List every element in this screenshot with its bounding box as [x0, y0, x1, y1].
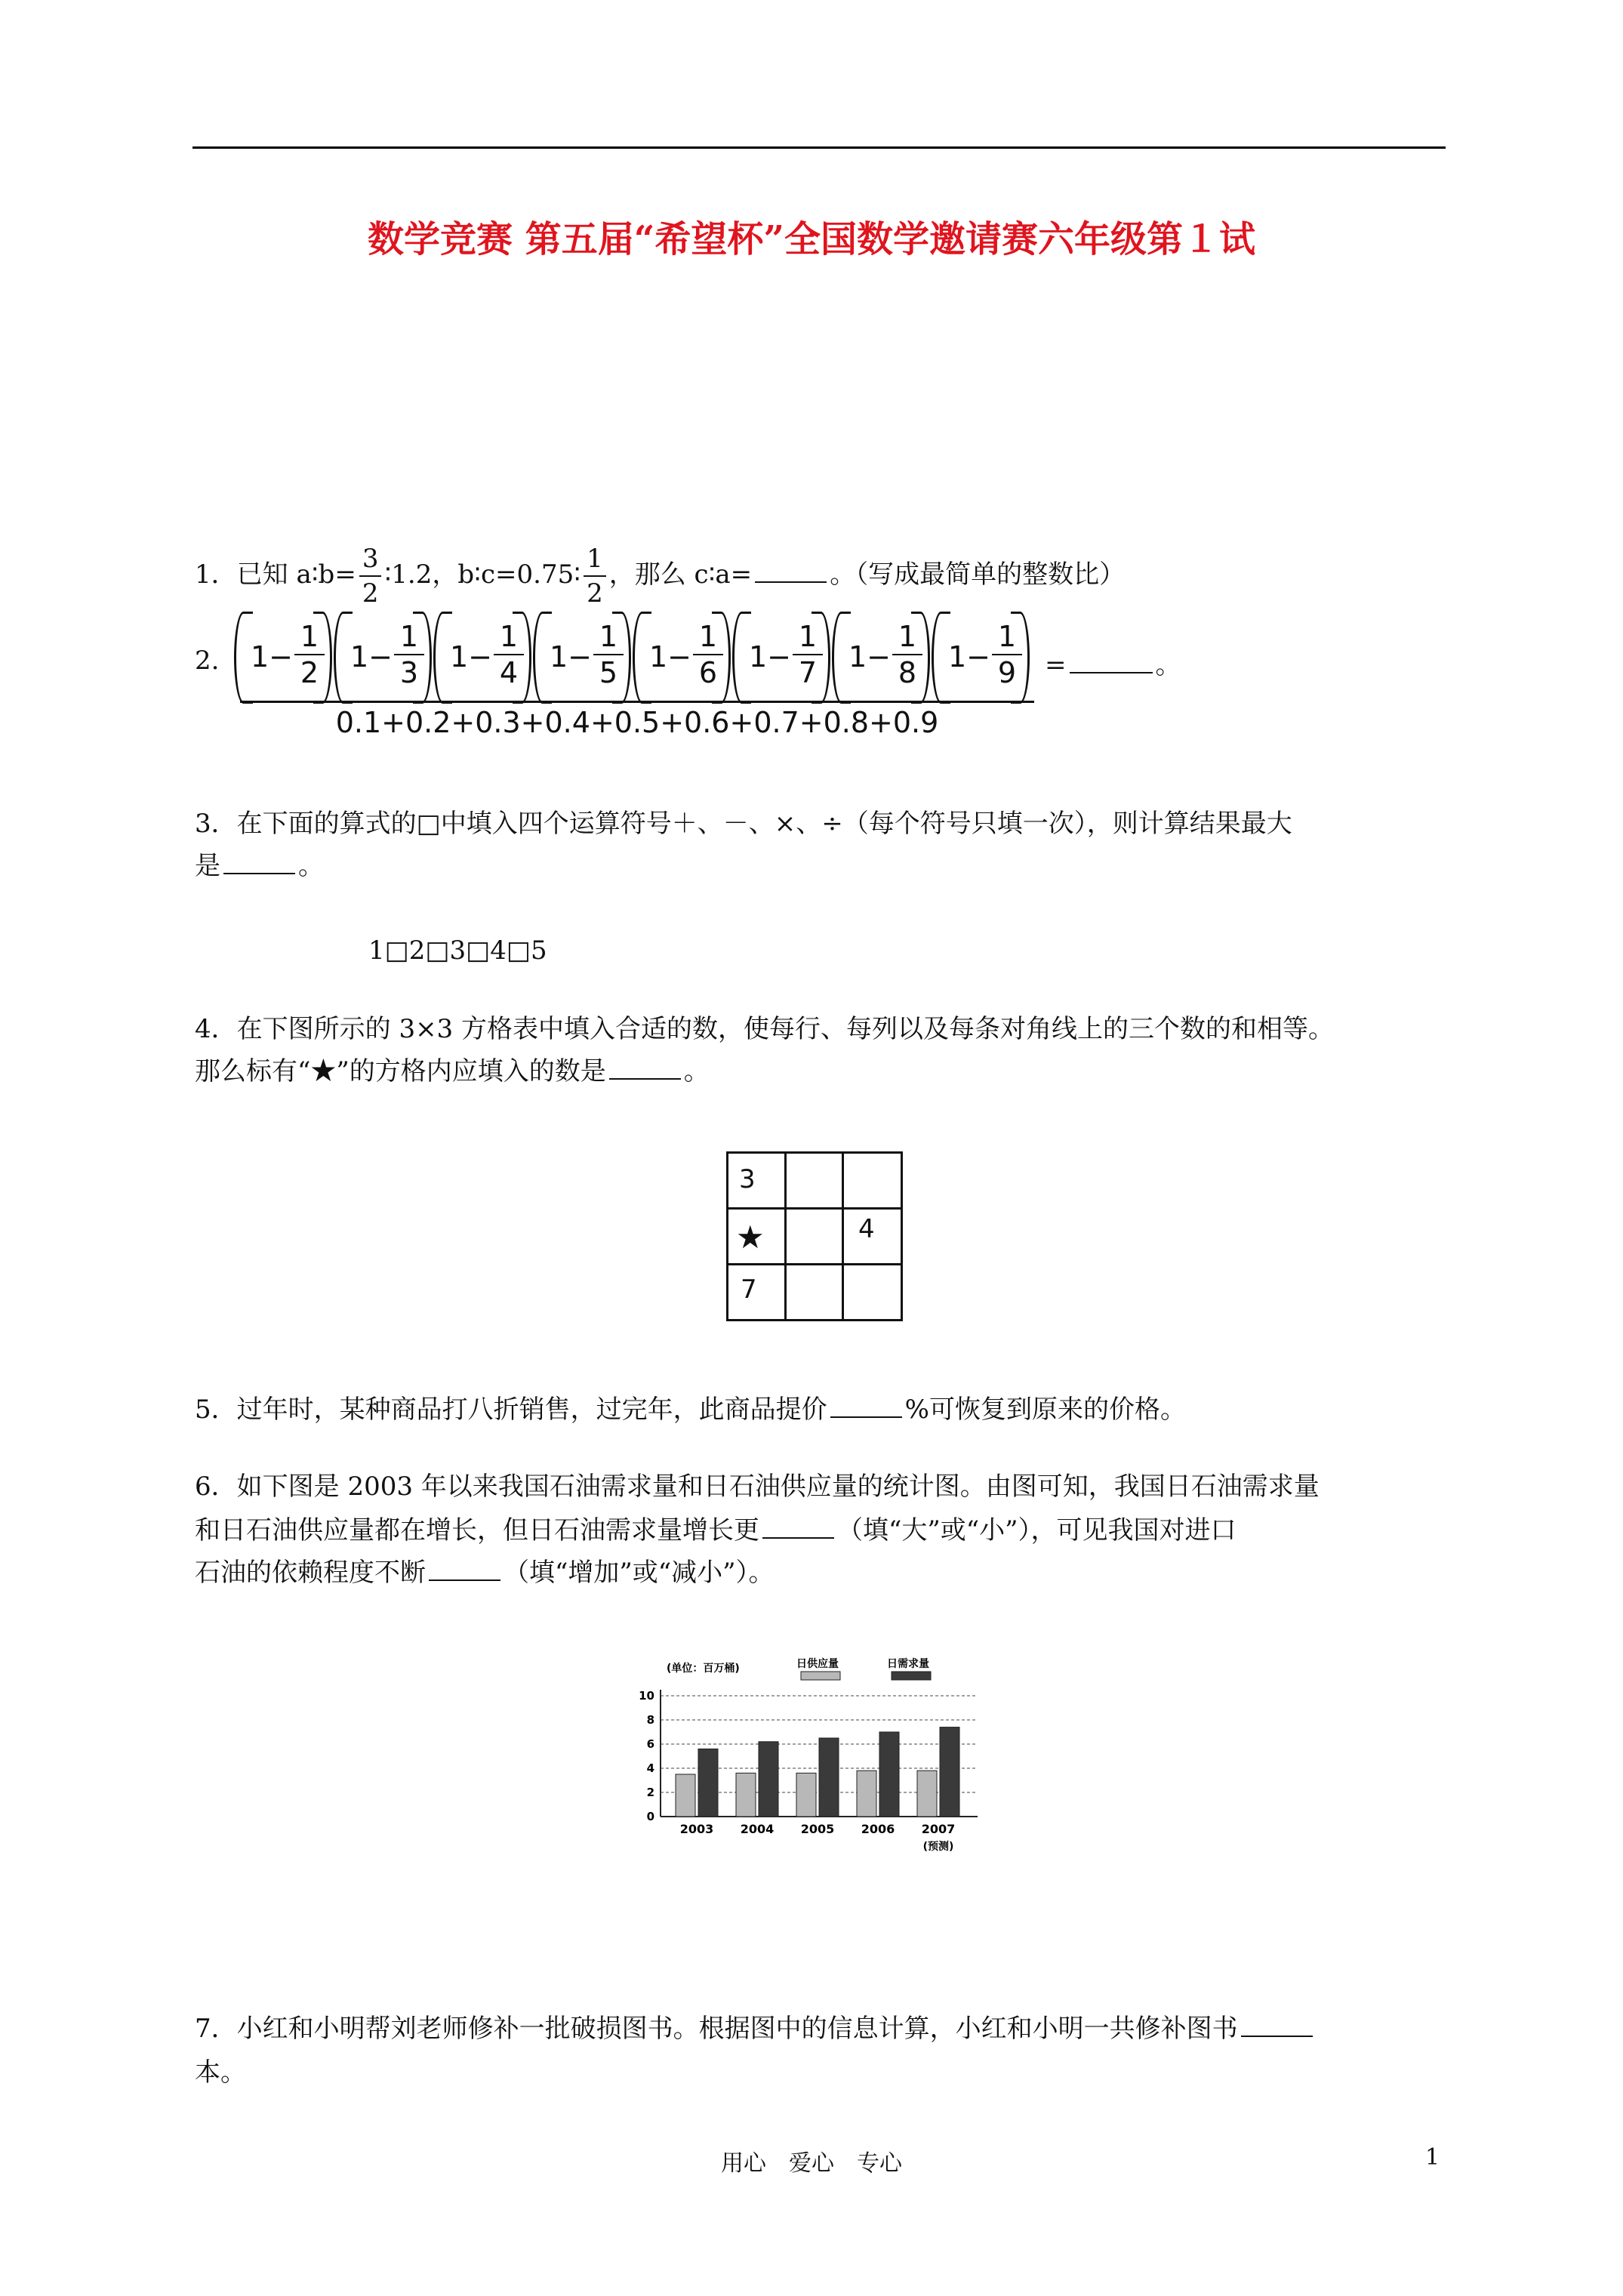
x-tick-label: 2005 — [800, 1822, 835, 1836]
bar-demand — [940, 1727, 959, 1817]
q1-answer-blank[interactable] — [755, 559, 827, 583]
q2-frac-num: 1 — [494, 619, 524, 655]
q2-frac-num: 1 — [294, 619, 325, 655]
q2-frac-num: 1 — [394, 619, 424, 655]
q2-frac-num: 1 — [892, 619, 922, 655]
x-tick-label: 2006 — [861, 1822, 895, 1836]
q3-line-1: 3．在下面的算式的□中填入四个运算符号＋、－、×、÷（每个符号只填一次），则计算结果最大 — [195, 809, 1292, 839]
q2-frac-num: 1 — [593, 619, 624, 655]
q5-pre: 5．过年时，某种商品打八折销售，过完年，此商品提价 — [195, 1395, 827, 1425]
bar-supply — [917, 1771, 937, 1817]
x-category-note: (预测) — [922, 1841, 954, 1853]
q2-frac-den: 6 — [698, 656, 718, 689]
q6-line-2-pre: 和日石油供应量都在增长，但日石油需求量增长更 — [195, 1515, 759, 1546]
bar-supply — [796, 1773, 816, 1817]
q7-line-1-pre: 7．小红和小明帮刘老师修补一批破损图书。根据图中的信息计算，小红和小明一共修补图书 — [195, 2014, 1238, 2044]
q2-one-minus: 1− — [450, 640, 493, 673]
q3-line-2 — [195, 849, 324, 883]
q2-factor — [334, 612, 432, 702]
legend-swatch — [801, 1672, 840, 1680]
q2-answer — [1045, 644, 1181, 681]
q6-line-3-post: （填“增加”或“减小”）。 — [504, 1558, 775, 1588]
q2-one-minus: 1− — [550, 640, 593, 673]
footer-motto: 用心 爱心 专心 — [721, 2150, 902, 2177]
x-tick-label: 2004 — [740, 1822, 775, 1836]
q2-frac-den: 4 — [499, 656, 519, 689]
header-rule — [192, 146, 1446, 149]
grid-line — [842, 1154, 844, 1319]
q1-fraction-1 — [359, 542, 382, 610]
grid-cell-r1c1: 3 — [739, 1164, 756, 1194]
q4-line-2 — [195, 1054, 710, 1089]
q2-one-minus: 1− — [251, 640, 294, 673]
q3-answer-blank[interactable] — [223, 850, 295, 874]
q2-factor — [633, 612, 731, 702]
q2-one-minus: 1− — [749, 640, 792, 673]
q2-denominator: 0.1+0.2+0.3+0.4+0.5+0.6+0.7+0.8+0.9 — [335, 706, 939, 739]
bar-demand — [819, 1738, 839, 1817]
q6-line-2 — [195, 1513, 1236, 1548]
q2-factor — [832, 612, 930, 702]
q2-factor — [433, 612, 531, 702]
q5-post: %可恢复到原来的价格。 — [904, 1395, 1186, 1425]
bar-demand — [759, 1742, 778, 1817]
q3-line-2-post: 。 — [298, 851, 324, 881]
right-paren — [1011, 612, 1030, 704]
magic-square-grid — [726, 1151, 903, 1321]
q2-factor — [234, 612, 332, 702]
q1-fraction-2 — [584, 542, 606, 610]
q1-text-1: 1．已知 a∶b= — [195, 559, 356, 590]
y-tick-label: 6 — [646, 1737, 654, 1751]
y-tick-label: 10 — [639, 1689, 654, 1703]
question-5 — [195, 1392, 1186, 1427]
q2-one-minus: 1− — [848, 640, 892, 673]
q6-line-3-pre: 石油的依赖程度不断 — [195, 1558, 426, 1588]
bar-supply — [676, 1774, 695, 1817]
q1-frac1-den: 2 — [362, 578, 379, 609]
q2-factor — [732, 612, 830, 702]
q6-line-3 — [195, 1555, 775, 1590]
right-paren — [513, 612, 531, 704]
q6-answer-blank-1[interactable] — [762, 1515, 834, 1539]
right-paren — [313, 612, 332, 704]
legend-label: 日供应量 — [796, 1658, 839, 1670]
bar-demand — [879, 1732, 899, 1817]
right-paren — [812, 612, 830, 704]
y-tick-label: 8 — [646, 1713, 654, 1727]
q2-one-minus: 1− — [948, 640, 991, 673]
bar-supply — [736, 1773, 756, 1817]
right-paren — [712, 612, 731, 704]
page-title: 数学竞赛 第五届“希望杯”全国数学邀请赛六年级第１试 — [368, 218, 1255, 260]
q2-one-minus: 1− — [649, 640, 692, 673]
q1-text-3: ，那么 c∶a= — [608, 559, 753, 590]
q2-frac-den: 9 — [997, 656, 1017, 689]
q1-text-4: 。（写成最简单的整数比） — [830, 559, 1126, 590]
q7-line-2: 本。 — [195, 2057, 246, 2088]
q4-line-2-pre: 那么标有“★”的方格内应填入的数是 — [195, 1056, 606, 1086]
q1-text-2: ∶1.2，b∶c=0.75∶ — [384, 559, 581, 590]
grid-cell-r3c1: 7 — [741, 1274, 757, 1305]
bar-supply — [857, 1771, 876, 1817]
q2-frac-num: 1 — [793, 619, 823, 655]
question-1 — [195, 542, 1125, 610]
q4-line-1: 4．在下图所示的 3×3 方格表中填入合适的数，使每行、每列以及每条对角线上的三个数的和相等。 — [195, 1014, 1334, 1044]
x-tick-label: 2007 — [921, 1822, 956, 1836]
q1-frac1-num: 3 — [359, 542, 382, 577]
q2-frac-num: 1 — [693, 619, 723, 655]
q4-line-2-post: 。 — [683, 1056, 710, 1086]
q2-numerator — [234, 612, 1034, 702]
bar-demand — [698, 1749, 718, 1817]
q2-frac-den: 2 — [300, 656, 319, 689]
x-tick-label: 2003 — [679, 1822, 714, 1836]
q5-answer-blank[interactable] — [830, 1394, 902, 1418]
q6-line-2-post: （填“大”或“小”），可见我国对进口 — [837, 1515, 1236, 1546]
right-paren — [911, 612, 930, 704]
q2-frac-den: 3 — [399, 656, 419, 689]
q7-answer-blank[interactable] — [1241, 2013, 1313, 2037]
grid-cell-r2c3: 4 — [858, 1214, 875, 1244]
legend-label: 日需求量 — [887, 1658, 929, 1670]
q2-frac-den: 5 — [599, 656, 618, 689]
q2-answer-blank[interactable] — [1070, 649, 1153, 673]
y-tick-label: 2 — [646, 1786, 654, 1799]
q4-answer-blank[interactable] — [609, 1056, 681, 1080]
page-number: 1 — [1425, 2144, 1440, 2171]
q2-fraction-bar — [240, 701, 1034, 703]
q3-line-2-pre: 是 — [195, 851, 220, 881]
q7-line-1 — [195, 2011, 1316, 2046]
chart-unit-label: (单位：百万桶) — [667, 1663, 740, 1675]
q6-line-1: 6．如下图是 2003 年以来我国石油需求量和日石油供应量的统计图。由图可知，我国日石油需求量 — [195, 1472, 1320, 1502]
oil-bar-chart — [630, 1652, 993, 1867]
q1-frac2-num: 1 — [584, 542, 606, 577]
q2-factor — [932, 612, 1030, 702]
right-paren — [413, 612, 432, 704]
right-paren — [612, 612, 631, 704]
q2-label: 2. — [195, 646, 220, 676]
q3-expression: 1□2□3□4□5 — [368, 935, 547, 966]
q2-factor — [533, 612, 631, 702]
q2-frac-den: 8 — [898, 656, 917, 689]
q2-equals: = — [1045, 650, 1067, 680]
q2-frac-den: 7 — [798, 656, 818, 689]
y-tick-label: 4 — [646, 1761, 654, 1775]
legend-swatch — [892, 1672, 931, 1680]
q2-one-minus: 1− — [350, 640, 393, 673]
grid-cell-star: ★ — [736, 1219, 765, 1256]
q6-answer-blank-2[interactable] — [429, 1557, 500, 1581]
q1-frac2-den: 2 — [587, 578, 603, 609]
y-tick-label: 0 — [646, 1810, 654, 1823]
q2-frac-num: 1 — [992, 619, 1022, 655]
q2-end: 。 — [1155, 650, 1181, 680]
